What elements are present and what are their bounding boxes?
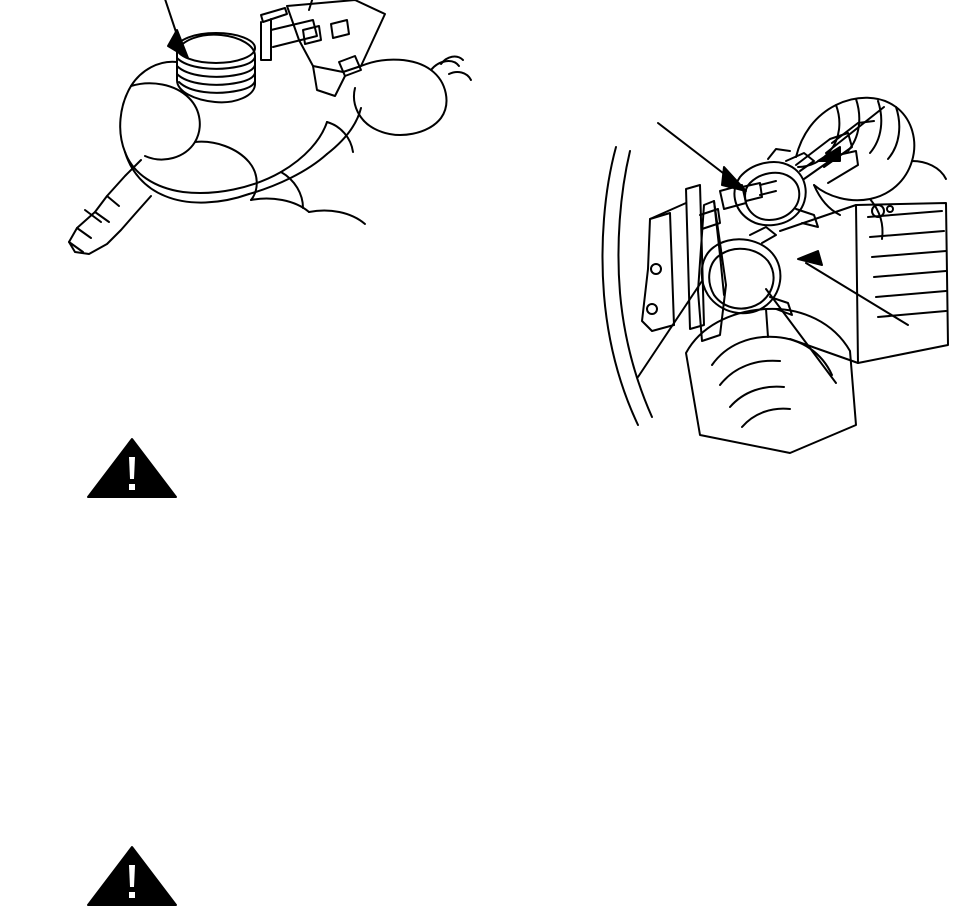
leader-arrow-hand <box>309 0 323 10</box>
mount-bracket <box>642 185 720 331</box>
filler-neck-spout <box>69 160 151 254</box>
spring-hose-clamp-upper <box>734 149 818 227</box>
warning-triangle-top <box>86 437 178 499</box>
radiator-cap-removal-illustration <box>55 0 455 270</box>
warning-triangle-bottom <box>86 845 178 907</box>
leader-arrow-cap <box>152 0 188 58</box>
cap-lever <box>261 8 317 60</box>
leader-arrow-radiator <box>798 251 908 325</box>
leader-arrow-clamp-lower <box>766 289 836 383</box>
exclamation-dot <box>129 892 135 898</box>
exclamation-dot <box>129 484 135 490</box>
exclamation-stem <box>129 457 135 479</box>
spring-hose-clamp-lower <box>702 227 792 315</box>
radiator-tank <box>686 309 856 453</box>
filler-cap <box>177 33 255 102</box>
shroud-outline <box>603 147 653 425</box>
hose-clamp-pliers-illustration <box>590 95 950 465</box>
radiator-core <box>780 203 948 363</box>
leader-arrow-clamp-upper <box>658 123 746 191</box>
hand <box>120 62 365 224</box>
exclamation-stem <box>129 865 135 887</box>
thumb-upper <box>354 57 471 135</box>
mounting-bracket <box>287 0 385 96</box>
